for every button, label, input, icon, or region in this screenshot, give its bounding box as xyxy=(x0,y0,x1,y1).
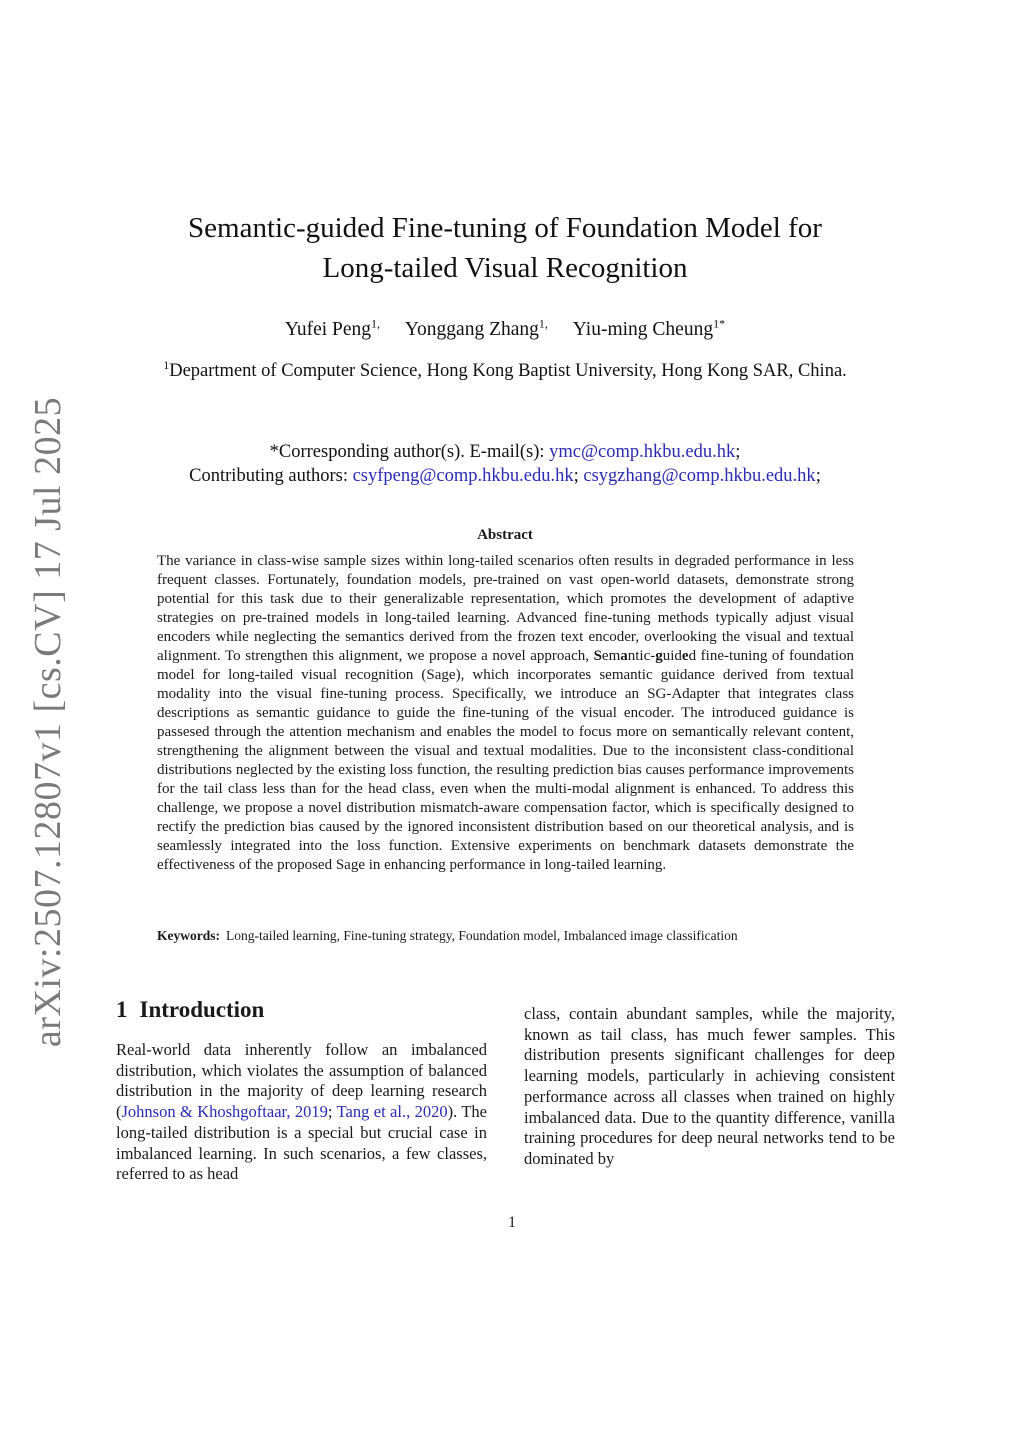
intro-right-column: class, contain abundant samples, while the majority, known as tail class, has much fewer samples. This distribution presents significant challenges for deep learning models, particularly in achieving consistent performance across all classes when trained on highly imbalanced data. Due to the quantity difference, vanilla training procedures for deep neural networks tend to be dominated by xyxy=(524,1004,895,1168)
keywords xyxy=(157,927,854,945)
abstract-body xyxy=(157,552,854,875)
intro-left-column xyxy=(116,1040,487,1185)
citation-separator: ; xyxy=(327,1102,337,1122)
title-line-2: Long-tailed Visual Recognition xyxy=(322,252,688,284)
affiliation-text: Department of Computer Science, Hong Kong Baptist University, Hong Kong SAR, China. xyxy=(169,361,847,382)
abstract-text: uid xyxy=(662,648,682,664)
contributing-authors-line xyxy=(120,464,890,488)
author-3 xyxy=(572,316,726,340)
contributing-email-link-2[interactable]: csygzhang@comp.hkbu.edu.hk xyxy=(583,466,816,486)
corresponding-author-line xyxy=(120,440,890,464)
intro-text: ). The long-tailed distribution is a special but crucial case in imbalanced learning. In such scenarios, a few classes, referred to as head xyxy=(116,1102,487,1184)
abstract-bold-letter: e xyxy=(681,648,689,664)
section-heading-introduction xyxy=(116,997,264,1023)
abstract-text-2: d fine-tuning of foundation model for long-tailed visual recognition (Sage), which incorporates semantic guidance derived from textual modality into the visual fine-tuning process. Specifically, we introduce an SG-Adapter that integrates class descriptions as semantic guidance to guide the fine-tuning of the visual encoder. The introduced guidance is passesed through the attention mechanism and enables the model to focus more on semantically relevant content, strengthening the alignment between the visual and textual modalities. Due to the inconsistent class-conditional distributions neglected by the existing loss function, the resulting prediction bias causes performance improvements for the tail class less than for the head class, even when the multi-modal alignment is enhanced. To address this challenge, we propose a novel distribution mismatch-aware compensation factor, which is specifically designed to rectify the prediction bias caused by the ignored inconsistent distribution based on our theoretical analysis, and is seamlessly integrated into the loss function. Extensive experiments on benchmark datasets demonstrate the effectiveness of the proposed Sage in enhancing performance in long-tailed learning. xyxy=(157,648,855,873)
author-affiliation-mark: 1, xyxy=(371,316,381,330)
section-number: 1 xyxy=(116,997,128,1022)
abstract-bold-letter: g xyxy=(655,648,663,664)
separator: ; xyxy=(735,442,741,462)
author-name: Yufei Peng xyxy=(284,318,372,340)
affiliation-mark: 1 xyxy=(163,358,170,372)
abstract-text-1: The variance in class-wise sample sizes within long-tailed scenarios often results in degraded performance in less frequent classes. Fortunately, foundation models, pre-trained on vast open-world datasets, demonstrate strong potential for this task due to their generalizable representation, which promotes the development of adaptive strategies on pre-trained models in long-tailed learning. Advanced fine-tuning methods typically adjust visual encoders while neglecting the semantics derived from the frozen text encoder, overlooking the visual and textual alignment. To strengthen this alignment, we propose a novel approach, xyxy=(157,553,854,664)
contributing-email-link-1[interactable]: csyfpeng@comp.hkbu.edu.hk xyxy=(352,466,574,486)
author-name: Yonggang Zhang xyxy=(404,318,539,340)
paper-title xyxy=(150,208,860,288)
contributing-prefix: Contributing authors: xyxy=(189,466,348,486)
abstract-bold-letter: a xyxy=(620,648,628,664)
author-affiliation-mark: 1* xyxy=(713,316,726,330)
author-1 xyxy=(284,316,381,340)
abstract-bold-letter: S xyxy=(593,648,602,664)
author-list xyxy=(150,316,860,341)
affiliation xyxy=(150,353,860,383)
contact-emails xyxy=(120,440,890,488)
separator: ; xyxy=(815,466,821,486)
keywords-text: Long-tailed learning, Fine-tuning strategy, Foundation model, Imbalanced image classification xyxy=(226,928,738,943)
arxiv-identifier-stamp: arXiv:2507.12807v1 [cs.CV] 17 Jul 2025 xyxy=(27,396,69,1048)
abstract-text: ntic- xyxy=(627,648,656,664)
author-affiliation-mark: 1, xyxy=(538,316,548,330)
citation-link-tang[interactable]: Tang et al., 2020 xyxy=(336,1102,448,1122)
abstract-text: em xyxy=(601,648,621,664)
corresponding-prefix: *Corresponding author(s). E-mail(s): xyxy=(269,442,545,462)
page-number: 1 xyxy=(508,1214,516,1231)
author-name: Yiu-ming Cheung xyxy=(572,318,714,340)
intro-text: Real-world data inherently follow an imbalanced distribution, which violates the assumption of balanced distribution in the majority of deep learning research ( xyxy=(116,1040,487,1122)
author-2 xyxy=(404,316,548,340)
section-title: Introduction xyxy=(139,997,265,1022)
separator: ; xyxy=(573,466,579,486)
corresponding-email-link[interactable]: ymc@comp.hkbu.edu.hk xyxy=(549,442,736,462)
citation-link-johnson[interactable]: Johnson & Khoshgoftaar, 2019 xyxy=(121,1102,328,1122)
title-line-1: Semantic-guided Fine-tuning of Foundation Model for xyxy=(188,212,822,244)
keywords-label: Keywords: xyxy=(157,928,220,943)
abstract-heading: Abstract xyxy=(477,527,533,543)
